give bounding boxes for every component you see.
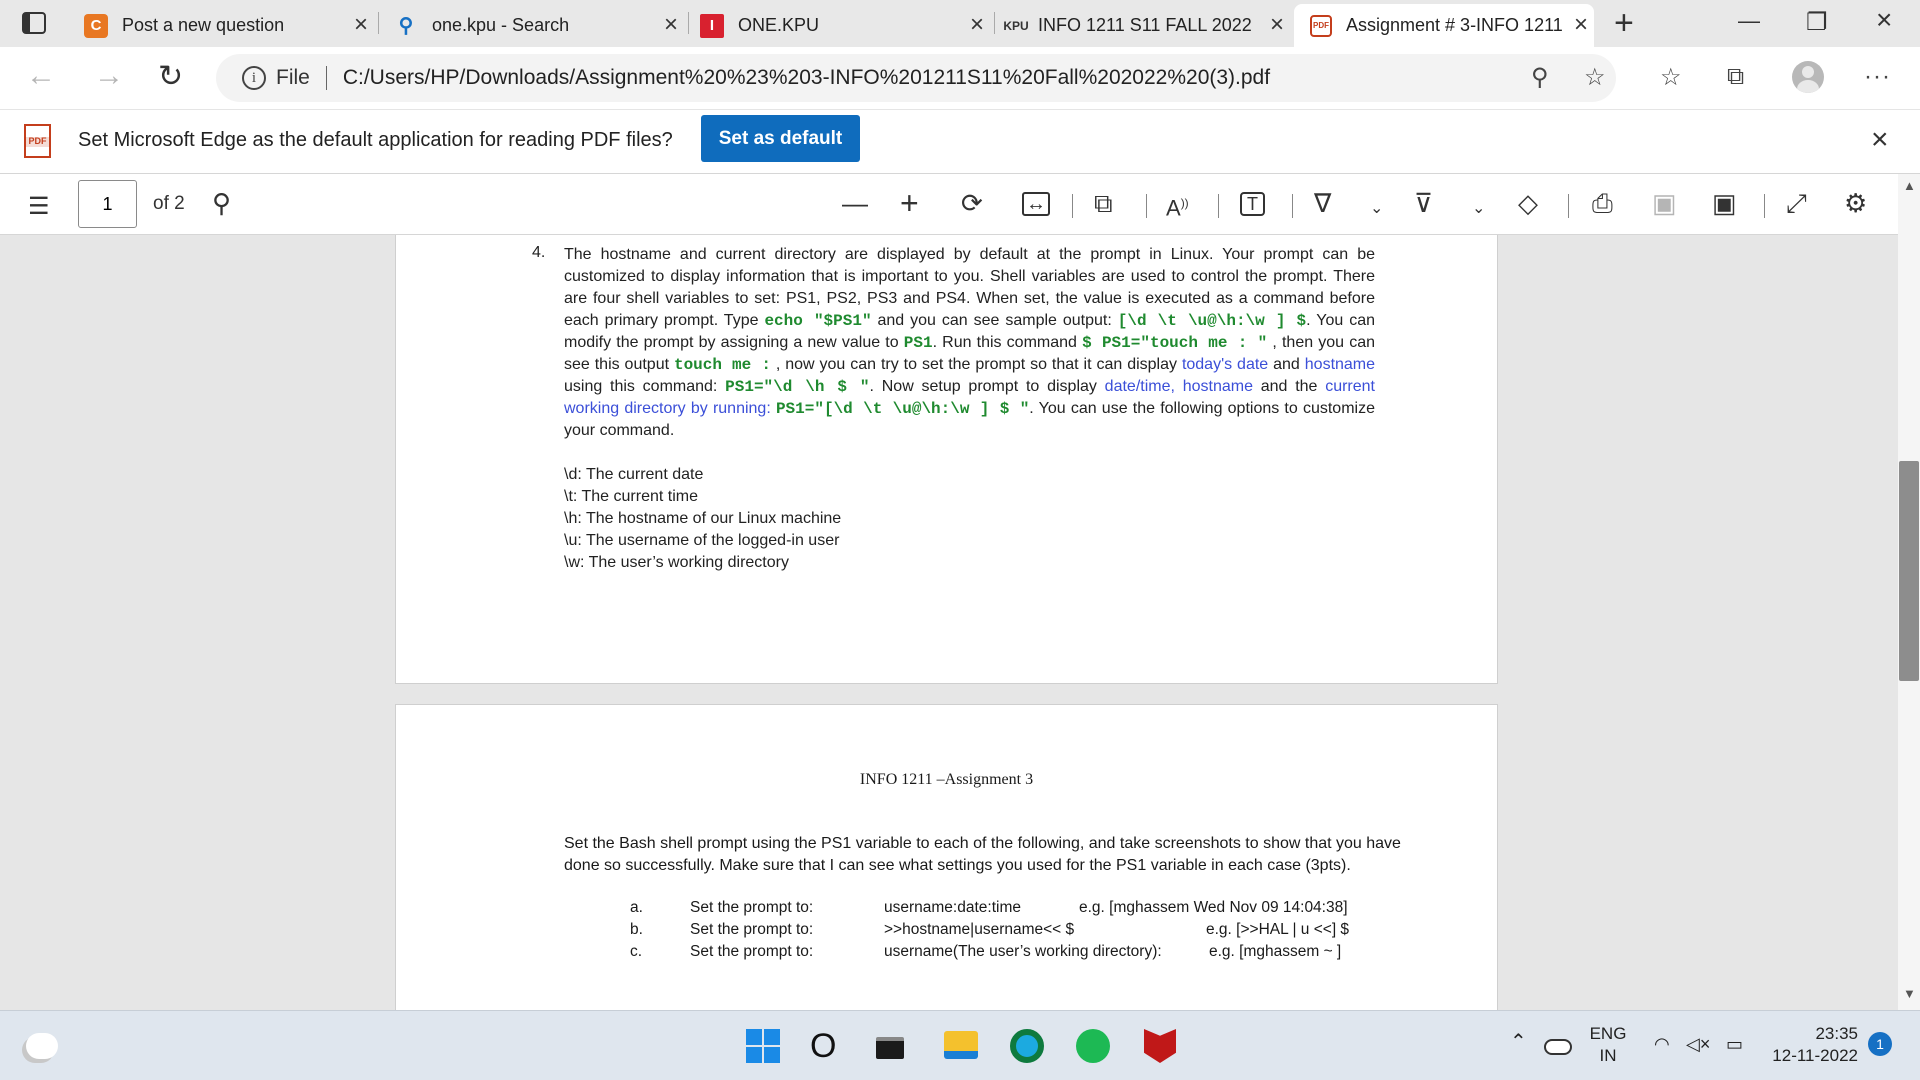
favorites-icon[interactable]: ☆ — [1660, 64, 1682, 91]
q4-text: . Now setup prompt to display — [869, 378, 1105, 395]
toolbar-separator — [1568, 194, 1569, 218]
add-favorite-icon[interactable]: ☆ — [1584, 64, 1606, 91]
tab-close-icon[interactable]: × — [969, 11, 984, 38]
task-letter: c. — [630, 943, 643, 960]
pdf-page-1 — [395, 235, 1498, 684]
q4-text: , then you can see this output — [564, 334, 1375, 373]
code-snippet: PS1 — [903, 334, 933, 352]
task-label: Set the prompt to: — [690, 921, 814, 938]
add-text-icon[interactable]: T — [1240, 192, 1265, 216]
region-code: IN — [1599, 1046, 1617, 1065]
fullscreen-icon[interactable]: ⤢ — [1786, 188, 1807, 218]
code-snippet: $ PS1="touch me : " — [1082, 334, 1268, 352]
task-letter: a. — [630, 899, 643, 916]
q4-text: and the — [1252, 378, 1326, 395]
minimize-icon[interactable]: — — [1738, 8, 1760, 33]
search-icon: ⚲ — [398, 15, 414, 37]
edge-browser-icon[interactable] — [1010, 1029, 1044, 1063]
highlighted-term: current working directory by running: — [564, 378, 1375, 417]
battery-icon[interactable]: ▭ — [1726, 1034, 1744, 1054]
onekpu-favicon-icon: I — [700, 14, 724, 38]
task-example: e.g. [mghassem Wed Nov 09 14:04:38] — [1079, 899, 1348, 916]
tab-close-icon[interactable]: × — [663, 11, 678, 38]
tab-title: Post a new question — [122, 15, 285, 35]
tab-info1211[interactable] — [1004, 4, 1290, 47]
tab-strip — [0, 0, 1920, 47]
address-toolbar — [0, 47, 1920, 109]
tab-separator — [688, 12, 689, 34]
tab-title: INFO 1211 S11 FALL 2022 — [1038, 15, 1252, 35]
draw-options-chevron-down-icon[interactable]: ⌄ — [1370, 200, 1384, 217]
task-format: >>hostname|username<< $ — [884, 921, 1075, 938]
url-divider — [326, 66, 327, 90]
highlighted-term: date/time, hostname — [1104, 378, 1253, 395]
page-number-input[interactable] — [78, 180, 137, 228]
onedrive-icon[interactable] — [1544, 1039, 1572, 1055]
clock[interactable] — [1768, 1023, 1858, 1067]
search-icon[interactable]: O — [810, 1027, 837, 1065]
q4-text: . You can modify the prompt by assigning a new value to — [564, 312, 1376, 351]
tab-onekpu[interactable] — [700, 4, 990, 47]
tab-close-icon[interactable]: × — [353, 11, 368, 38]
q4-text: . You can use the following options to customize your command. — [564, 400, 1375, 439]
windows-start-icon[interactable] — [746, 1029, 780, 1063]
language-indicator[interactable] — [1588, 1023, 1628, 1067]
save-icon[interactable]: ▣ — [1652, 188, 1677, 218]
taskbar — [0, 1010, 1920, 1080]
vertical-scrollbar[interactable] — [1898, 174, 1920, 1010]
option-item: \u: The username of the logged-in user — [564, 532, 840, 549]
print-icon[interactable]: ⎙ — [1592, 188, 1613, 218]
save-as-icon[interactable]: ▣ — [1712, 188, 1737, 218]
scrollbar-thumb[interactable] — [1899, 461, 1919, 681]
clock-time: 23:35 — [1815, 1024, 1858, 1043]
find-icon[interactable]: ⚲ — [212, 188, 232, 218]
q4-text: The hostname and current directory are displayed by default at the prompt in Linux. Your prompt can be customized to display information that is important to you. Shell variables are used to control the prompt. There are four shell variables to set: PS1, PS2, PS3 and PS4. When set, the value is executed as a command before each primary prompt. Type — [564, 246, 1375, 329]
tab-assignment-pdf[interactable] — [1294, 4, 1594, 47]
task-view-icon[interactable] — [876, 1037, 904, 1059]
wifi-icon[interactable]: ◠ — [1654, 1034, 1670, 1054]
highlighted-term: today's date — [1181, 356, 1269, 373]
option-item: \d: The current date — [564, 466, 704, 483]
url-scheme: File — [276, 66, 310, 89]
forward-icon[interactable]: → — [94, 59, 124, 92]
fit-to-width-icon[interactable]: ↔ — [1022, 192, 1050, 216]
q4-text: and — [1268, 356, 1305, 373]
toolbar-separator — [1146, 194, 1147, 218]
pdf-icon: PDF — [1310, 15, 1332, 37]
zoom-out-icon[interactable]: — — [842, 188, 868, 218]
draw-icon[interactable]: ∇ — [1314, 188, 1332, 218]
volume-muted-icon[interactable]: ◁× — [1686, 1034, 1711, 1054]
language-code: ENG — [1589, 1024, 1627, 1043]
q4-text: and you can see sample output: — [871, 312, 1118, 329]
toolbar-separator — [1764, 194, 1765, 218]
pdf-document-area[interactable] — [0, 235, 1898, 1010]
toolbar-separator — [1218, 194, 1219, 218]
zoom-in-icon[interactable]: + — [900, 185, 919, 221]
q4-text: , now you can try to set the prompt so that it can display — [770, 356, 1182, 373]
q4-text: . Run this command — [932, 334, 1083, 351]
refresh-icon[interactable]: ↻ — [158, 60, 184, 93]
code-snippet: PS1="\d \h $ " — [725, 378, 870, 396]
tab-title: Assignment # 3-INFO 1211 — [1346, 15, 1563, 35]
option-item: \w: The user’s working directory — [564, 554, 789, 571]
tab-search[interactable] — [394, 4, 684, 47]
task-label: Set the prompt to: — [690, 899, 814, 916]
rotate-icon[interactable]: ⟳ — [961, 188, 983, 218]
mcafee-icon[interactable] — [1144, 1029, 1176, 1063]
tab-close-icon[interactable]: × — [1269, 11, 1284, 38]
tab-separator — [378, 12, 379, 34]
close-window-icon[interactable]: × — [1876, 4, 1893, 35]
kpu-logo-icon: KPU — [1003, 18, 1029, 33]
code-snippet: touch me : — [673, 356, 771, 374]
collections-icon[interactable]: ⧉ — [1727, 63, 1745, 90]
task-intro: Set the Bash shell prompt using the PS1 variable to each of the following, and take screenshots to show that you have done so successfully. Make sure that I can see what settings you used for the PS1 variable in each case (3pts). — [564, 835, 1401, 874]
tab-close-icon[interactable]: × — [1573, 11, 1588, 38]
code-snippet: [\d \t \u@\h:\w ] $ — [1117, 312, 1307, 330]
zoom-icon[interactable]: ⚲ — [1531, 64, 1549, 91]
notification-badge[interactable]: 1 — [1868, 1032, 1892, 1056]
spotify-icon[interactable] — [1076, 1029, 1110, 1063]
back-icon[interactable]: ← — [26, 59, 56, 92]
info-icon[interactable]: i — [242, 66, 266, 90]
scroll-up-icon[interactable]: ▲ — [1903, 178, 1916, 193]
url-text[interactable]: C:/Users/HP/Downloads/Assignment%20%23%203-INFO%201211S11%20Fall%202022%20(3).pdf — [342, 66, 1271, 89]
page-view-icon[interactable]: ⧉ — [1094, 188, 1113, 218]
settings-gear-icon[interactable]: ⚙ — [1844, 188, 1868, 218]
tab-separator — [994, 12, 995, 34]
toolbar-separator — [1072, 194, 1073, 218]
task-format: username(The user’s working directory): — [884, 943, 1162, 960]
close-infobar-icon[interactable]: × — [1871, 123, 1889, 156]
tab-actions-icon[interactable] — [22, 12, 46, 34]
task-label: Set the prompt to: — [690, 943, 814, 960]
set-as-default-button[interactable]: Set as default — [701, 115, 860, 162]
table-of-contents-icon[interactable]: ☰ — [28, 193, 50, 220]
show-hidden-icons-icon[interactable]: ⌃ — [1510, 1031, 1527, 1053]
pdf-page-2 — [395, 704, 1498, 1010]
highlighted-term: hostname — [1304, 356, 1376, 373]
pdf-toolbar — [0, 174, 1920, 235]
tab-post-question[interactable] — [84, 4, 374, 47]
erase-icon[interactable]: ◇ — [1518, 188, 1538, 218]
q4-text: using this command: — [564, 378, 726, 395]
tab-title: one.kpu - Search — [432, 15, 570, 35]
profile-avatar[interactable] — [1792, 61, 1824, 93]
weather-icon[interactable] — [26, 1033, 58, 1059]
task-letter: b. — [630, 921, 643, 938]
task-example: e.g. [>>HAL | u <<] $ — [1206, 921, 1350, 938]
new-tab-icon[interactable]: + — [1614, 4, 1634, 42]
infobar-message: Set Microsoft Edge as the default application for reading PDF files? — [78, 129, 673, 151]
tab-title: ONE.KPU — [738, 15, 820, 35]
option-item: \t: The current time — [564, 488, 698, 505]
pdf-app-icon: PDF — [24, 124, 51, 158]
more-options-icon[interactable]: ··· — [1864, 63, 1891, 90]
question-number: 4. — [532, 244, 546, 261]
task-format: username:date:time — [884, 899, 1021, 916]
code-snippet: PS1="[\d \t \u@\h:\w ] $ " — [775, 400, 1030, 418]
scroll-down-icon[interactable]: ▼ — [1903, 986, 1916, 1001]
page-count: of 2 — [153, 193, 185, 214]
read-aloud-icon[interactable]: A)) — [1166, 195, 1189, 221]
task-example: e.g. [mghassem ~ ] — [1209, 943, 1342, 960]
default-app-infobar — [0, 109, 1920, 174]
page-header-title: INFO 1211 –Assignment 3 — [859, 771, 1034, 788]
chegg-favicon-icon: C — [84, 14, 108, 38]
highlight-icon[interactable]: ⊽ — [1414, 188, 1434, 218]
restore-icon[interactable]: ❐ — [1806, 9, 1828, 36]
clock-date: 12-11-2022 — [1772, 1046, 1858, 1065]
address-bar[interactable] — [216, 54, 1616, 102]
file-explorer-icon[interactable] — [944, 1031, 978, 1059]
question-4-text — [564, 244, 1375, 442]
toolbar-separator — [1292, 194, 1293, 218]
prompt-options-list — [564, 464, 841, 574]
option-item: \h: The hostname of our Linux machine — [564, 510, 842, 527]
highlight-options-chevron-down-icon[interactable]: ⌄ — [1472, 200, 1486, 217]
code-snippet: echo "$PS1" — [764, 312, 872, 330]
